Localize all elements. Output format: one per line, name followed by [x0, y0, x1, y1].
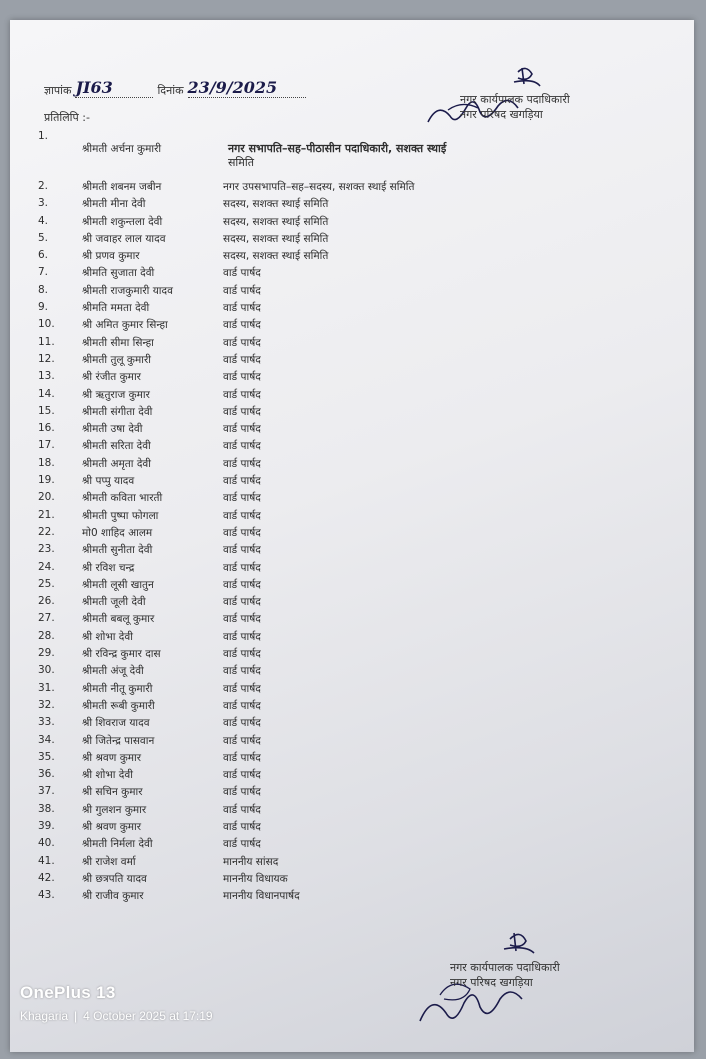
document-page: [10, 20, 694, 1052]
list-item: 34. श्री जितेन्द्र पासवान वार्ड पार्षद: [38, 733, 261, 747]
list-item: 15. श्रीमती संगीता देवी वार्ड पार्षद: [38, 404, 261, 418]
signature-top-office: नगर परिषद खगड़िया: [460, 108, 543, 121]
list-item: 36. श्री शोभा देवी वार्ड पार्षद: [38, 768, 261, 782]
watermark-location: Khagaria: [20, 1009, 69, 1023]
date-label: दिनांक: [157, 84, 184, 97]
list-item: 30. श्रीमती अंजू देवी वार्ड पार्षद: [38, 664, 261, 678]
list-item: 42. श्री छत्रपति यादव माननीय विधायक: [38, 871, 288, 885]
list-item: 31. श्रीमती नीतू कुमारी वार्ड पार्षद: [38, 681, 261, 695]
list-item: 11. श्रीमती सीमा सिन्हा वार्ड पार्षद: [38, 335, 261, 349]
signature-bottom: [450, 960, 560, 990]
list-item: 14. श्री ऋतुराज कुमार वार्ड पार्षद: [38, 387, 261, 401]
list-item: 20. श्रीमती कविता भारती वार्ड पार्षद: [38, 491, 261, 505]
list-item: 19. श्री पप्पु यादव वार्ड पार्षद: [38, 474, 261, 488]
list-item: 32. श्रीमती रूबी कुमारी वार्ड पार्षद: [38, 698, 261, 712]
list-item: 38. श्री गुलशन कुमार वार्ड पार्षद: [38, 802, 261, 816]
list-item: 43. श्री राजीव कुमार माननीय विधानपार्षद: [38, 889, 300, 903]
watermark-meta: Khagaria | 4 October 2025 at 17:19: [20, 1009, 213, 1023]
ref-number: JI63: [75, 78, 113, 97]
list-item: 16. श्रीमती उषा देवी वार्ड पार्षद: [38, 422, 261, 436]
list-item: 21. श्रीमती पुष्पा फोगला वार्ड पार्षद: [38, 508, 261, 522]
camera-watermark: [20, 983, 213, 1023]
list-item: 6. श्री प्रणव कुमार सदस्य, सशक्त स्थाई समिति: [38, 249, 329, 263]
signature-top: [460, 92, 570, 122]
recipient-list: [38, 130, 598, 906]
list-item: 40. श्रीमती निर्मला देवी वार्ड पार्षद: [38, 837, 261, 851]
list-item: 3. श्रीमती मीना देवी सदस्य, सशक्त स्थाई समिति: [38, 197, 329, 211]
list-item: 39. श्री श्रवण कुमार वार्ड पार्षद: [38, 819, 261, 833]
list-item: 25. श्रीमती लूसी खातुन वार्ड पार्षद: [38, 577, 261, 591]
date-value: 23/9/2025: [187, 78, 278, 97]
list-item: 18. श्रीमती अमृता देवी वार्ड पार्षद: [38, 456, 261, 470]
list-item: 4. श्रीमती शकुन्तला देवी सदस्य, सशक्त स्थाई समिति: [38, 214, 329, 228]
list-item: 22. मो0 शाहिद आलम वार्ड पार्षद: [38, 525, 261, 539]
watermark-brand: OnePlus 13: [20, 983, 116, 1002]
list-item: 1. श्रीमती अर्चना कुमारी नगर सभापति–सह–पीठासीन पदाधिकारी, सशक्त स्थाई समिति: [38, 130, 447, 169]
list-item: 29. श्री रविन्द्र कुमार दास वार्ड पार्षद: [38, 647, 261, 661]
list-item: 35. श्री श्रवण कुमार वार्ड पार्षद: [38, 750, 261, 764]
list-item: 8. श्रीमती राजकुमारी यादव वार्ड पार्षद: [38, 283, 261, 297]
list-item: 27. श्रीमती बबलू कुमार वार्ड पार्षद: [38, 612, 261, 626]
copy-to-label: प्रतिलिपि :-: [44, 111, 90, 124]
reference-line: [44, 78, 306, 98]
watermark-datetime: 4 October 2025 at 17:19: [83, 1009, 213, 1023]
list-item: 13. श्री रंजीत कुमार वार्ड पार्षद: [38, 370, 261, 384]
list-item: 7. श्रीमति सुजाता देवी वार्ड पार्षद: [38, 266, 261, 280]
list-item: 17. श्रीमती सरिता देवी वार्ड पार्षद: [38, 439, 261, 453]
list-item: 26. श्रीमती जूली देवी वार्ड पार्षद: [38, 595, 261, 609]
list-item: 2. श्रीमती शबनम जबीन नगर उपसभापति–सह–सदस्य, सशक्त स्थाई समिति: [38, 180, 415, 193]
list-item: 33. श्री शिवराज यादव वार्ड पार्षद: [38, 716, 261, 730]
signature-bottom-office: नगर परिषद खगड़िया: [450, 976, 533, 989]
list-item: 9. श्रीमति ममता देवी वार्ड पार्षद: [38, 301, 261, 315]
ref-label: ज्ञापांक: [44, 84, 72, 97]
list-item: 24. श्री रविश चन्द्र वार्ड पार्षद: [38, 560, 261, 574]
list-item: 41. श्री राजेश वर्मा माननीय सांसद: [38, 854, 279, 868]
signature-top-title: नगर कार्यपालक पदाधिकारी: [460, 93, 570, 106]
signature-bottom-title: नगर कार्यपालक पदाधिकारी: [450, 961, 560, 974]
list-item: 23. श्रीमती सुनीता देवी वार्ड पार्षद: [38, 543, 261, 557]
list-item: 37. श्री सचिन कुमार वार्ड पार्षद: [38, 785, 261, 799]
list-item: 5. श्री जवाहर लाल यादव सदस्य, सशक्त स्थाई समिति: [38, 231, 329, 245]
list-item: 10. श्री अमित कुमार सिन्हा वार्ड पार्षद: [38, 318, 261, 332]
list-item: 28. श्री शोभा देवी वार्ड पार्षद: [38, 629, 261, 643]
list-item: 12. श्रीमती तुलू कुमारी वार्ड पार्षद: [38, 352, 261, 366]
